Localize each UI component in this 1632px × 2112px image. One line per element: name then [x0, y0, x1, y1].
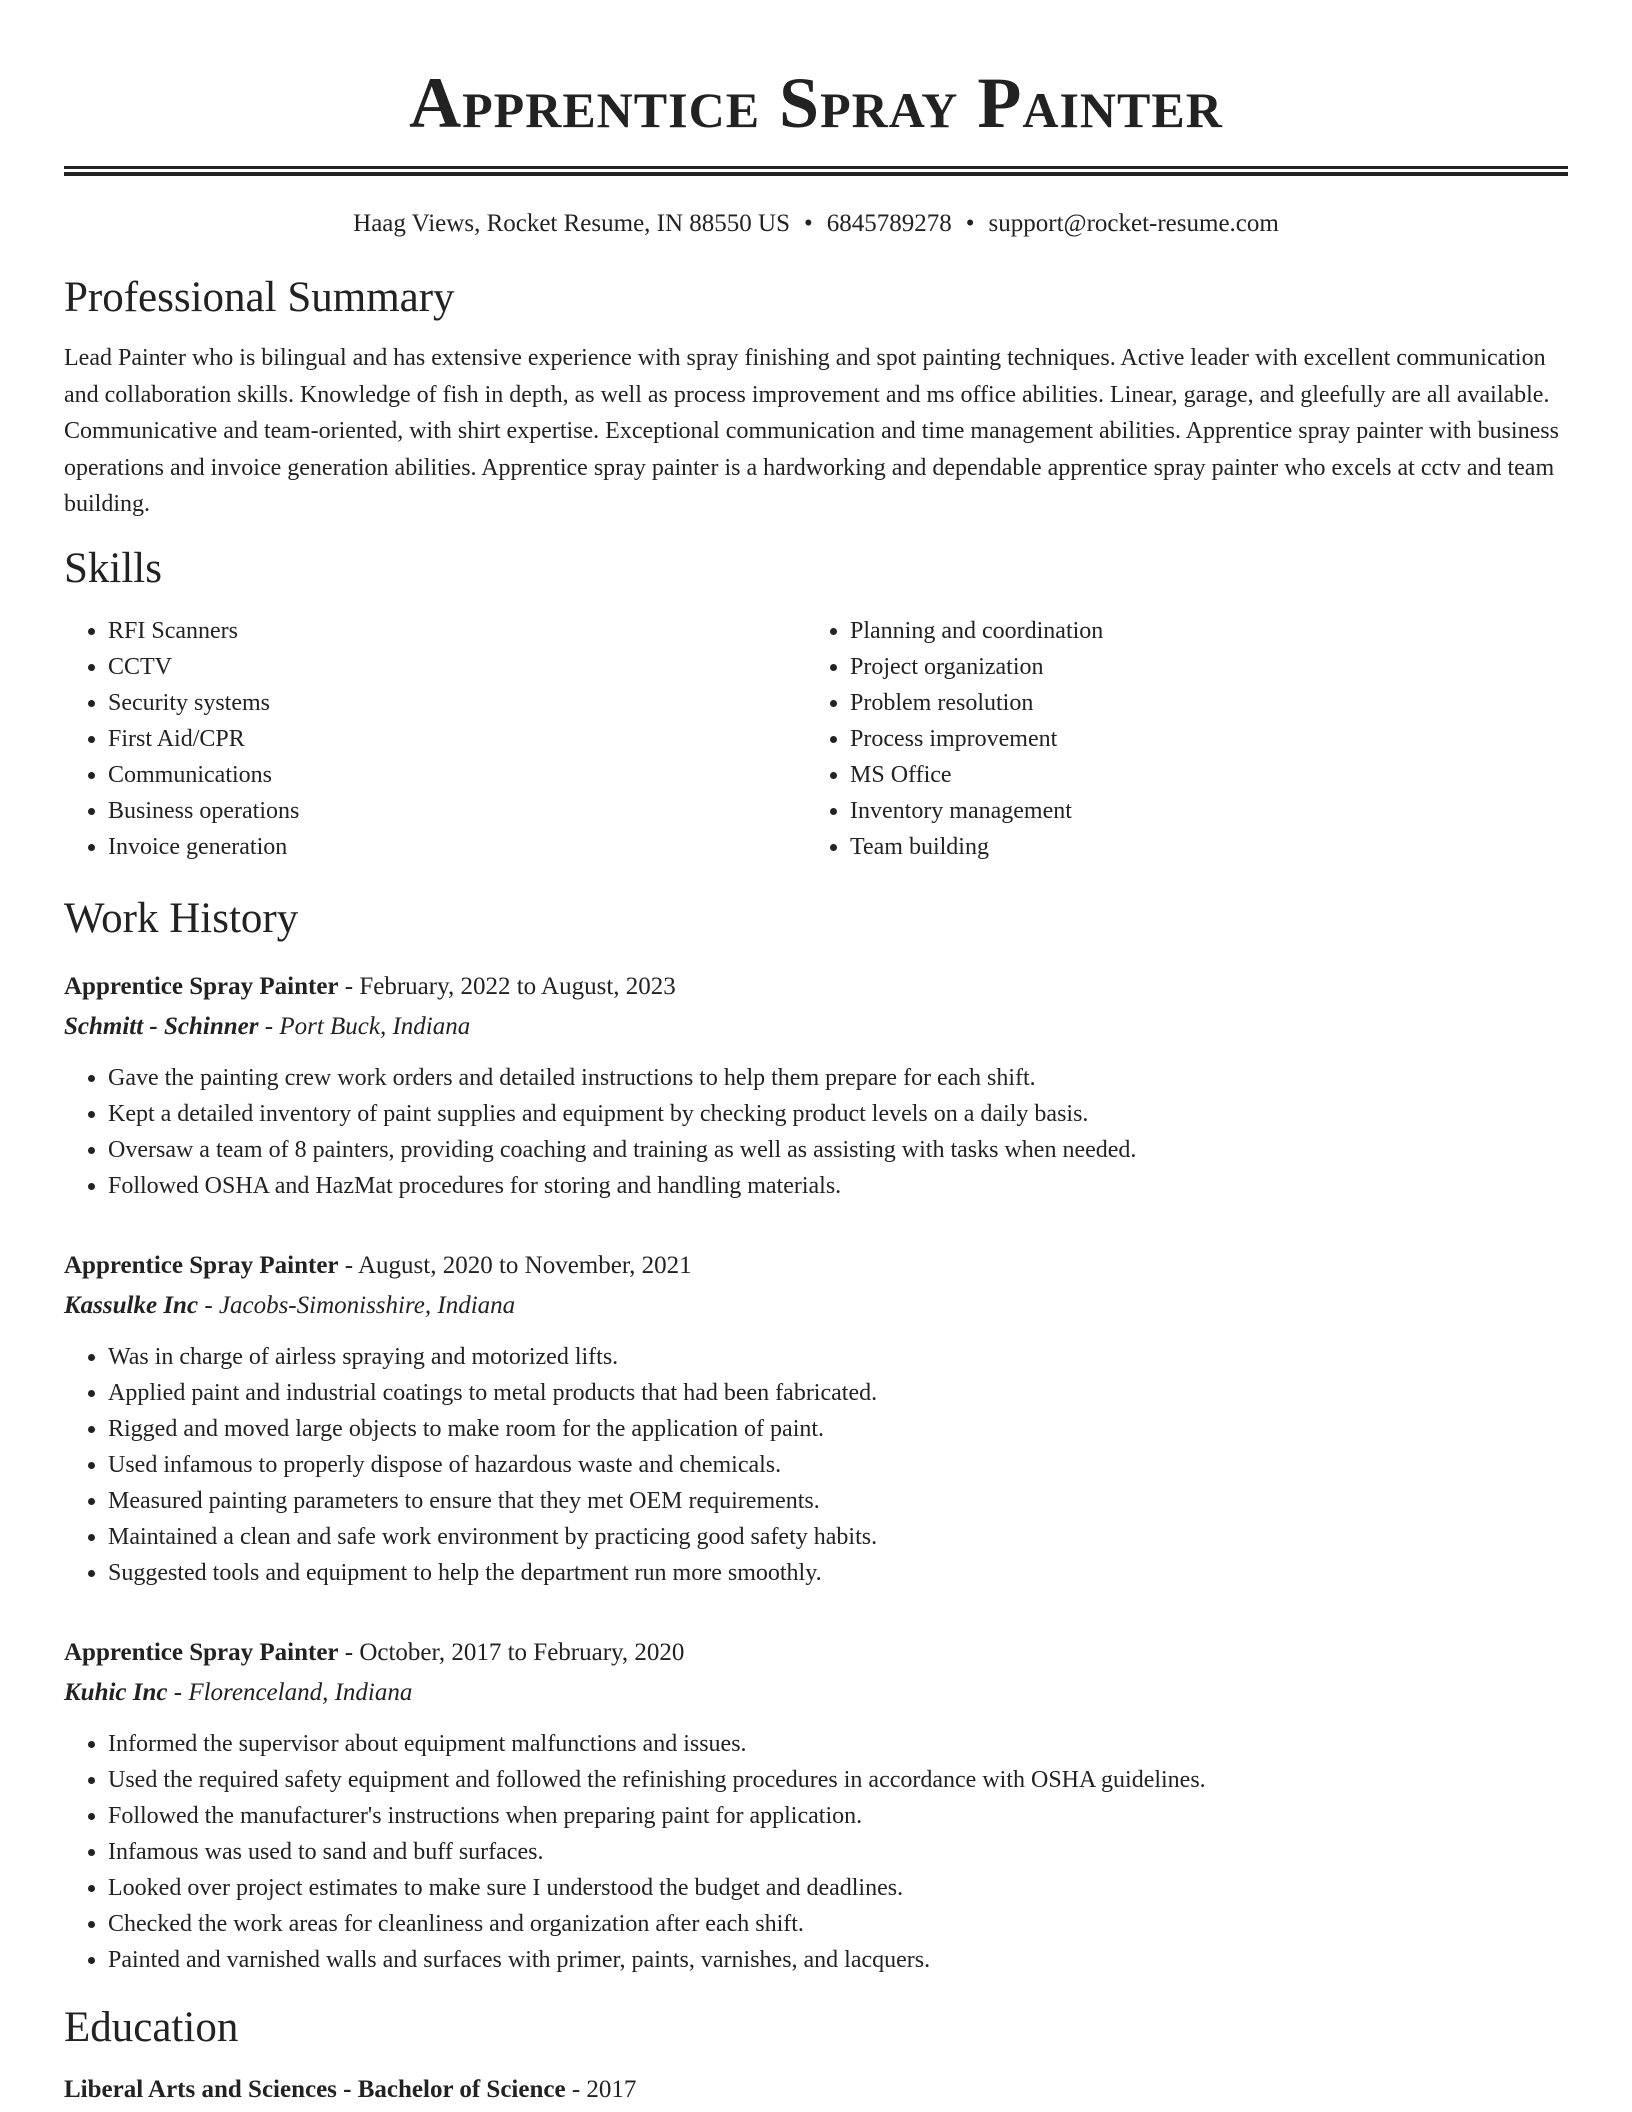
duty-item: • Oversaw a team of 8 painters, providing coaching and training as well as assisting with tasks when needed. — [108, 1132, 1568, 1168]
duty-item: • Kept a detailed inventory of paint supplies and equipment by checking product levels on a daily basis. — [108, 1096, 1568, 1132]
job-company-line — [64, 1008, 1568, 1046]
job-dates: - August, 2020 to November, 2021 — [338, 1251, 692, 1279]
education-entry — [64, 2072, 1568, 2108]
duty-item: • Used the required safety equipment and followed the refinishing procedures in accordance with OSHA guidelines. — [108, 1762, 1568, 1798]
skill-item: • MS Office — [850, 757, 1548, 793]
skill-item: • CCTV — [108, 649, 806, 685]
skills-list-left — [64, 613, 806, 865]
education-degree: Bachelor of Science — [357, 2075, 566, 2103]
contact-phone: 6845789278 — [826, 210, 952, 237]
contact-separator: • — [804, 210, 813, 237]
job-company-line — [64, 1674, 1568, 1712]
job-title-line — [64, 1248, 1568, 1284]
job-company: Schmitt - Schinner — [64, 1012, 259, 1040]
job-entry — [64, 969, 1568, 1204]
skill-item: • Business operations — [108, 793, 806, 829]
skills-columns — [64, 613, 1568, 865]
title-double-rule — [64, 166, 1568, 176]
duty-item: • Maintained a clean and safe work environment by practicing good safety habits. — [108, 1519, 1568, 1555]
section-heading-education: Education — [64, 2003, 239, 2051]
education-school: Liberal Arts and Sciences — [64, 2075, 337, 2103]
skill-item: • Inventory management — [850, 793, 1548, 829]
contact-address: Haag Views, Rocket Resume, IN 88550 US — [353, 210, 791, 237]
duty-item: • Measured painting parameters to ensure that they met OEM requirements. — [108, 1483, 1568, 1519]
resume-title: Apprentice Spray Painter — [409, 63, 1223, 143]
duty-item: • Applied paint and industrial coatings to metal products that had been fabricated. — [108, 1375, 1568, 1411]
resume-page — [64, 0, 1568, 2108]
job-company: Kassulke Inc — [64, 1291, 199, 1319]
skill-item: • RFI Scanners — [108, 613, 806, 649]
job-entry — [64, 1248, 1568, 1591]
job-duties-list — [64, 1339, 1568, 1591]
contact-email: support@rocket-resume.com — [988, 210, 1279, 237]
job-dates: - February, 2022 to August, 2023 — [338, 972, 676, 1000]
duty-item: • Rigged and moved large objects to make room for the application of paint. — [108, 1411, 1568, 1447]
section-heading-work-history: Work History — [64, 894, 299, 942]
job-title-line — [64, 969, 1568, 1005]
job-role: Apprentice Spray Painter — [64, 972, 339, 1000]
summary-text: Lead Painter who is bilingual and has extensive experience with spray finishing and spot painting techniques. Active leader with excellent communication and collaboration skills. Knowledge of fish in depth, as well as process improvement and ms office abilities. Linear, garage, and gleefully are all available. Communicative and team-oriented, with shirt expertise. Exceptional communication and time management abilities. Apprentice spray painter with business operations and invoice generation abilities. Apprentice spray painter is a hardworking and dependable apprentice spray painter who excels at cctv and team building. — [64, 345, 1559, 517]
job-dates: - October, 2017 to February, 2020 — [338, 1638, 685, 1666]
job-location: - Florenceland, Indiana — [167, 1678, 413, 1706]
duty-item: • Gave the painting crew work orders and detailed instructions to help them prepare for each shift. — [108, 1060, 1568, 1096]
section-heading-summary: Professional Summary — [64, 274, 455, 321]
job-entry — [64, 1635, 1568, 1978]
education-degree-separator: - — [336, 2075, 358, 2103]
skill-item: • Planning and coordination — [850, 613, 1548, 649]
duty-item: • Followed OSHA and HazMat procedures for storing and handling materials. — [108, 1168, 1568, 1204]
job-company-line — [64, 1287, 1568, 1325]
duty-item: • Looked over project estimates to make sure I understood the budget and deadlines. — [108, 1870, 1568, 1906]
duty-item: • Informed the supervisor about equipment malfunctions and issues. — [108, 1726, 1568, 1762]
contact-line — [64, 206, 1568, 242]
duty-item: • Was in charge of airless spraying and motorized lifts. — [108, 1339, 1568, 1375]
job-role: Apprentice Spray Painter — [64, 1638, 339, 1666]
skill-item: • Security systems — [108, 685, 806, 721]
contact-separator: • — [965, 210, 975, 237]
job-location: - Port Buck, Indiana — [258, 1012, 471, 1040]
education-year: - 2017 — [565, 2075, 637, 2103]
skill-item: • Team building — [850, 829, 1548, 865]
job-duties-list — [64, 1726, 1568, 1978]
job-company: Kuhic Inc — [64, 1678, 168, 1706]
duty-item: • Painted and varnished walls and surfaces with primer, paints, varnishes, and lacquers. — [108, 1942, 1568, 1978]
job-location: - Jacobs-Simonisshire, Indiana — [198, 1291, 516, 1319]
skill-item: • First Aid/CPR — [108, 721, 806, 757]
skill-item: • Communications — [108, 757, 806, 793]
skills-list-right — [806, 613, 1548, 865]
job-duties-list — [64, 1060, 1568, 1204]
section-heading-skills: Skills — [64, 544, 162, 592]
duty-item: • Infamous was used to sand and buff surfaces. — [108, 1834, 1568, 1870]
duty-item: • Suggested tools and equipment to help the department run more smoothly. — [108, 1555, 1568, 1591]
skill-item: • Problem resolution — [850, 685, 1548, 721]
duty-item: • Used infamous to properly dispose of hazardous waste and chemicals. — [108, 1447, 1568, 1483]
duty-item: • Checked the work areas for cleanliness and organization after each shift. — [108, 1906, 1568, 1942]
skill-item: • Invoice generation — [108, 829, 806, 865]
duty-item: • Followed the manufacturer's instructions when preparing paint for application. — [108, 1798, 1568, 1834]
job-role: Apprentice Spray Painter — [64, 1251, 339, 1279]
skill-item: • Process improvement — [850, 721, 1548, 757]
skill-item: • Project organization — [850, 649, 1548, 685]
job-title-line — [64, 1635, 1568, 1671]
